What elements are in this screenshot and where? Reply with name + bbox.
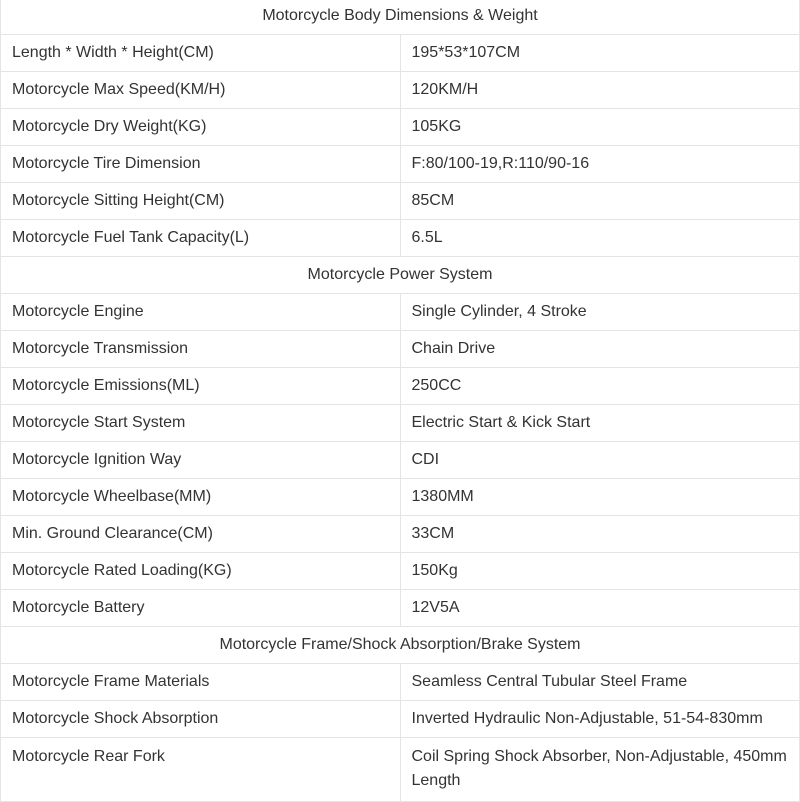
spec-label: Motorcycle Transmission [1, 331, 401, 368]
spec-label: Motorcycle Emissions(ML) [1, 368, 401, 405]
spec-value: Coil Spring Shock Absorber, Non-Adjustable, 450mm Length [400, 738, 800, 802]
spec-value: 6.5L [400, 220, 800, 257]
table-row [1, 701, 800, 738]
spec-label: Motorcycle Start System [1, 405, 401, 442]
spec-value: 1380MM [400, 479, 800, 516]
spec-value: 85CM [400, 183, 800, 220]
spec-label: Motorcycle Tire Dimension [1, 146, 401, 183]
spec-value: 105KG [400, 109, 800, 146]
spec-label: Motorcycle Sitting Height(CM) [1, 183, 401, 220]
table-row [1, 220, 800, 257]
section-title: Motorcycle Frame/Shock Absorption/Brake System [1, 627, 800, 664]
section-title: Motorcycle Body Dimensions & Weight [1, 0, 800, 35]
table-row [1, 294, 800, 331]
table-row [1, 331, 800, 368]
table-row [1, 590, 800, 627]
spec-value: Chain Drive [400, 331, 800, 368]
table-row [1, 72, 800, 109]
table-row [1, 738, 800, 802]
spec-label: Motorcycle Rated Loading(KG) [1, 553, 401, 590]
table-row [1, 479, 800, 516]
spec-label: Motorcycle Frame Materials [1, 664, 401, 701]
table-row [1, 664, 800, 701]
spec-value: Electric Start & Kick Start [400, 405, 800, 442]
table-row [1, 109, 800, 146]
spec-value: Seamless Central Tubular Steel Frame [400, 664, 800, 701]
spec-value: 33CM [400, 516, 800, 553]
spec-label: Motorcycle Shock Absorption [1, 701, 401, 738]
spec-value: CDI [400, 442, 800, 479]
section-title: Motorcycle Power System [1, 257, 800, 294]
spec-value: F:80/100-19,R:110/90-16 [400, 146, 800, 183]
table-row [1, 442, 800, 479]
spec-label: Motorcycle Engine [1, 294, 401, 331]
spec-value: 120KM/H [400, 72, 800, 109]
section-header-row [1, 257, 800, 294]
spec-label: Motorcycle Fuel Tank Capacity(L) [1, 220, 401, 257]
table-row [1, 405, 800, 442]
spec-value: Inverted Hydraulic Non-Adjustable, 51-54-830mm [400, 701, 800, 738]
spec-label: Motorcycle Wheelbase(MM) [1, 479, 401, 516]
spec-value: 12V5A [400, 590, 800, 627]
table-row [1, 553, 800, 590]
section-header-row [1, 0, 800, 35]
spec-value: Single Cylinder, 4 Stroke [400, 294, 800, 331]
spec-label: Motorcycle Max Speed(KM/H) [1, 72, 401, 109]
table-row [1, 146, 800, 183]
table-row [1, 183, 800, 220]
table-row [1, 516, 800, 553]
table-row [1, 35, 800, 72]
spec-label: Length * Width * Height(CM) [1, 35, 401, 72]
spec-label: Min. Ground Clearance(CM) [1, 516, 401, 553]
table-row [1, 368, 800, 405]
spec-value: 195*53*107CM [400, 35, 800, 72]
spec-label: Motorcycle Rear Fork [1, 738, 401, 802]
spec-value: 150Kg [400, 553, 800, 590]
spec-value: 250CC [400, 368, 800, 405]
spec-label: Motorcycle Dry Weight(KG) [1, 109, 401, 146]
section-header-row [1, 627, 800, 664]
spec-label: Motorcycle Ignition Way [1, 442, 401, 479]
spec-label: Motorcycle Battery [1, 590, 401, 627]
